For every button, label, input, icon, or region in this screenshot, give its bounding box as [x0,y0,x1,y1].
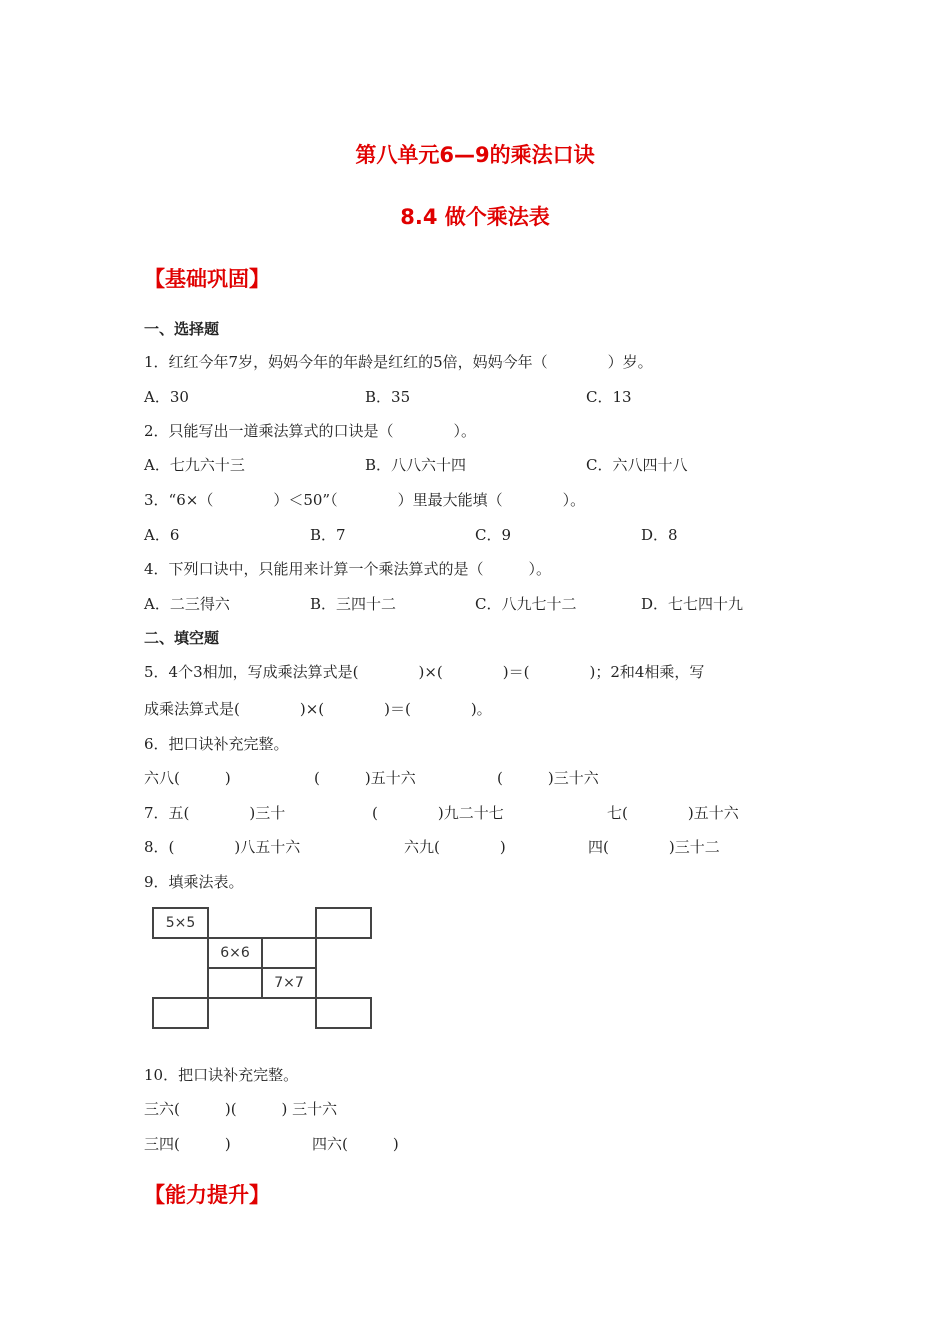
q6-item-c: ( )三十六 [497,769,599,787]
multiplication-table-grid [152,907,372,1029]
part1-heading: 一、选择题 [144,320,220,338]
grid-cell-7x7: 7×7 [261,967,317,999]
question-5-line1: 5．4个3相加，写成乘法算式是( )×( )＝( )；2和4相乘，写 [144,663,705,681]
part2-heading: 二、填空题 [144,629,220,647]
q6-item-a: 六八( ) [144,769,231,787]
section-advanced: 【能力提升】 [144,1183,270,1207]
grid-cell-row2-b[interactable] [261,937,317,969]
q4-option-d: D．七七四十九 [641,595,744,613]
grid-cell-6x6: 6×6 [207,937,263,969]
unit-title: 第八单元6—9的乘法口诀 [355,143,595,167]
grid-cell-5x5: 5×5 [152,907,209,939]
q7-item-c: 七( )五十六 [607,804,739,822]
q4-option-a: A．二三得六 [144,595,230,613]
q8-item-a: 8．( )八五十六 [144,838,301,856]
q2-option-a: A．七九六十三 [144,456,245,474]
section-basic: 【基础巩固】 [144,267,270,291]
q3-option-d: D．8 [641,526,678,544]
q10-item-a: 三四( ) [144,1135,231,1153]
question-3: 3．“6×（ ）＜50”（ ）里最大能填（ ）。 [144,491,586,509]
q3-option-a: A．6 [144,526,180,544]
q3-option-b: B．7 [310,526,346,544]
q1-option-a: A．30 [144,388,189,406]
question-5-line2: 成乘法算式是( )×( )＝( )。 [144,700,492,718]
q7-item-b: ( )九二十七 [372,804,504,822]
q4-option-b: B．三四十二 [310,595,397,613]
q8-item-c: 四( )三十二 [588,838,720,856]
question-9: 9．填乘法表。 [144,873,244,891]
q1-option-b: B．35 [365,388,411,406]
q8-item-b: 六九( ) [404,838,506,856]
question-4: 4．下列口诀中，只能用来计算一个乘法算式的是（ ）。 [144,560,552,578]
question-10: 10．把口诀补充完整。 [144,1066,299,1084]
q2-option-b: B．八八六十四 [365,456,467,474]
q6-item-b: ( )五十六 [314,769,416,787]
q3-option-c: C．9 [475,526,512,544]
lesson-title: 8.4 做个乘法表 [400,205,550,229]
q2-option-c: C．六八四十八 [586,456,688,474]
grid-cell-top-right[interactable] [315,907,372,939]
q7-item-a: 7．五( )三十 [144,804,286,822]
q10-item-b: 四六( ) [312,1135,399,1153]
question-6: 6．把口诀补充完整。 [144,735,289,753]
q10-line1: 三六( )( ) 三十六 [144,1100,338,1118]
question-2: 2．只能写出一道乘法算式的口诀是（ ）。 [144,422,477,440]
grid-cell-bottom-left[interactable] [152,997,209,1029]
q4-option-c: C．八九七十二 [475,595,577,613]
grid-cell-row3-a[interactable] [207,967,263,999]
question-1: 1．红红今年7岁，妈妈今年的年龄是红红的5倍，妈妈今年（ ）岁。 [144,353,653,371]
q1-option-c: C．13 [586,388,632,406]
grid-cell-bottom-right[interactable] [315,997,372,1029]
